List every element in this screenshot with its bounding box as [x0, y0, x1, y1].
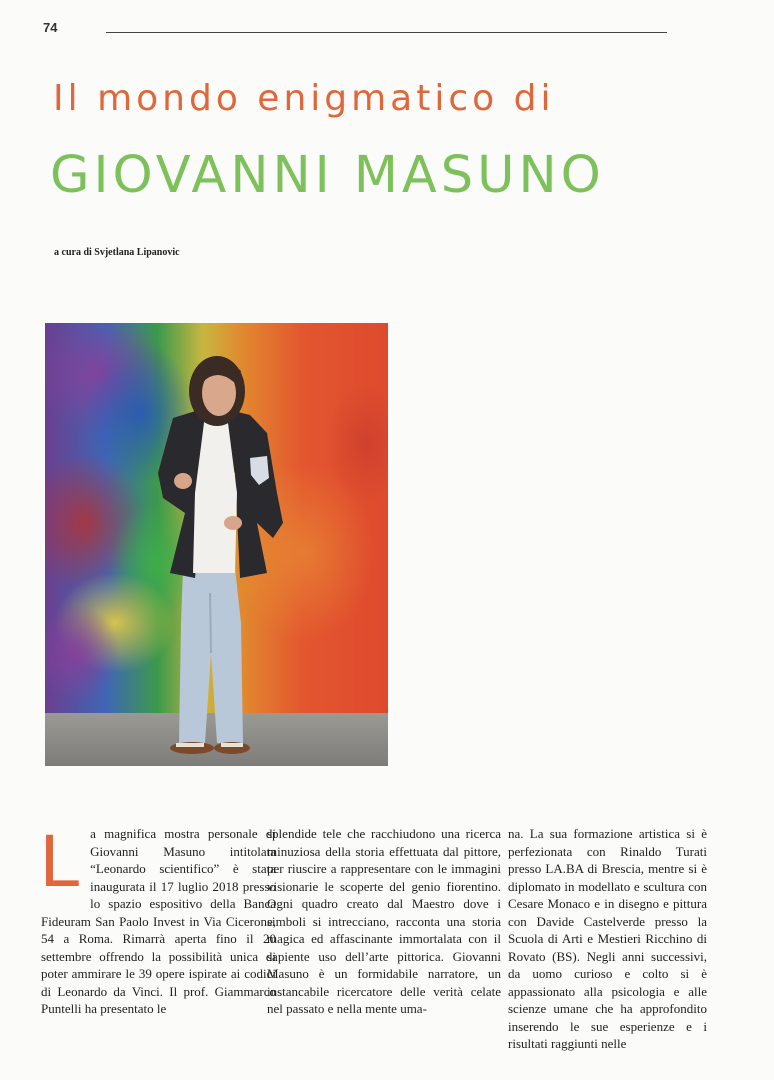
article-column-1	[40, 819, 276, 1018]
article-paragraph: splendide tele che racchiudono una ricerca minuziosa della storia effettuata dal pittore, per riuscire a rappresentare con le immagini visionarie le scoperte del genio fiorentino. Ogni quadro creato dal Maestro dove i simboli si intrecciano, racconta una storia magica ed affascinante immortalata con il sapiente uso dell’arte pittorica. Giovanni Masuno è un formidabile narratore, un instancabile ricercatore delle verità celate nel passato e nella mente uma-	[267, 826, 501, 1016]
article-title-line1: Il mondo enigmatico di	[53, 78, 555, 119]
header-rule	[106, 32, 667, 33]
article-paragraph: na. La sua formazione artistica si è perfezionata con Rinaldo Turati presso LA.BA di Brescia, mentre si è diplomato in modellato e scultura con Cesare Monaco e in disegno e pittura con Davide Castelverde presso la Scuola di Arti e Mestieri Ricchino di Rovato (BS). Negli anni successivi, da uomo curioso e colto si è appassionato alla psicologia e alle scienze umane che ha approfondito inserendo le sue esperienze e i risultati raggiunti nelle	[508, 826, 707, 1051]
article-title-line2: GIOVANNI MASUNO	[50, 146, 605, 205]
article-paragraph: a magnifica mostra personale di Giovanni Masuno intitolata “Leonardo scientifico” è stata inaugurata il 17 luglio 2018 presso lo spazio espositivo della Banca Fideuram San Paolo Invest in Via Cicerone, 54 a Roma. Rimarrà aperta fino il 20 settembre offrendo la possibilità unica di poter ammirare le 39 opere ispirate ai codici di Leonardo da Vinci. Il prof. Giammarco Puntelli ha presentato le	[41, 826, 276, 1016]
page-number: 74	[43, 20, 58, 35]
byline: a cura di Svjetlana Lipanovic	[54, 247, 180, 258]
article-column-2	[267, 825, 501, 1018]
article-column-3	[508, 825, 707, 1053]
artist-photo	[45, 323, 388, 766]
drop-cap: L	[40, 819, 82, 902]
